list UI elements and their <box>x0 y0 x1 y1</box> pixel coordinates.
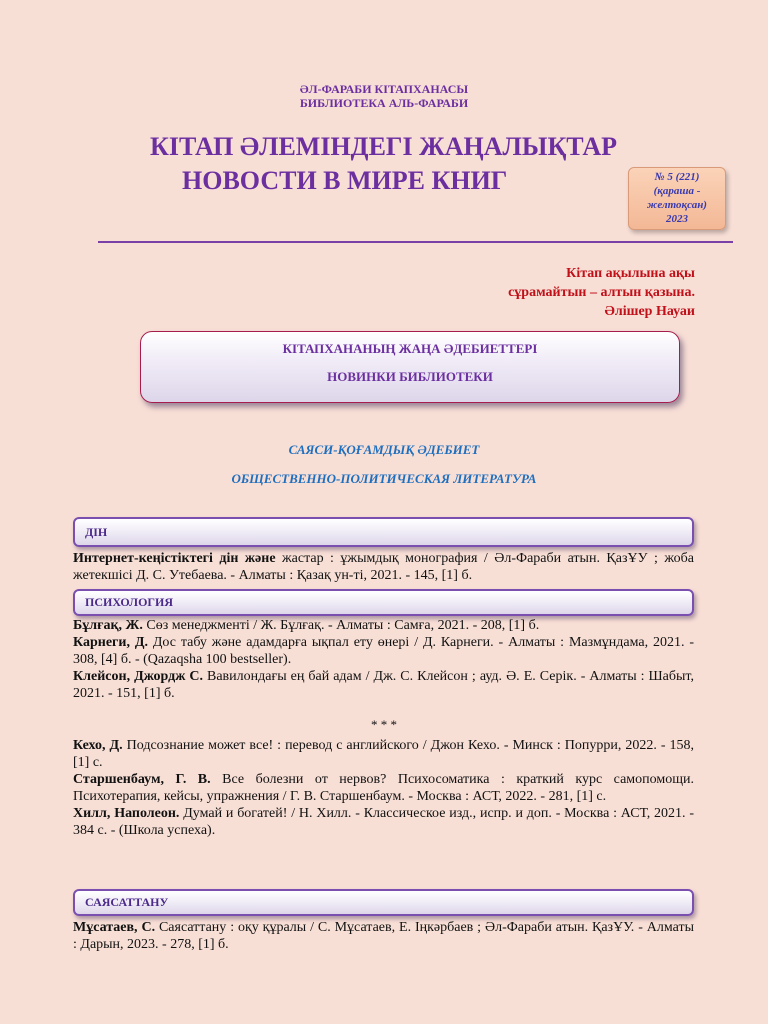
quote-line-2: сұрамайтын – алтын қазына. <box>508 285 695 300</box>
issue-months-1: (қараша - <box>653 185 701 197</box>
header-divider <box>98 241 733 243</box>
list-item: Клейсон, Джордж С. Вавилондағы ең бай адам / Дж. С. Клейсон ; ауд. Ә. Е. Серік. - Алматы : Шабыт, 2021. - 151, [1] б. <box>73 669 694 701</box>
library-name-kz: ӘЛ-ФАРАБИ КІТАПХАНАСЫ <box>299 82 469 96</box>
politics-entries <box>73 919 694 953</box>
list-item: Карнеги, Д. Дос табу және адамдарға ықпал ету өнері / Д. Карнеги. - Алматы : Мазмұндама, 2021. - 308, [4] б. - (Qazaqsha 100 bestseller). <box>73 635 695 667</box>
list-item: Мұсатаев, С. Саясаттану : оқу құралы / С. Мұсатаев, Е. Іңкәрбаев ; Әл-Фараби атын. ҚазҰУ. - Алматы : Дарын, 2023. - 278, [1] б. <box>73 920 694 952</box>
section-header-religion <box>73 517 694 547</box>
subject-heading-kz: САЯСИ-ҚОҒАМДЫҚ ӘДЕБИЕТ <box>288 442 480 457</box>
section-title-politics: САЯСАТТАНУ <box>85 895 169 909</box>
epigraph-quote <box>508 264 695 321</box>
list-item: Старшенбаум, Г. В. Все болезни от нервов? Психосоматика : краткий курс самопомощи. Психотерапия, кейсы, упражнения / Г. В. Старшенбаум. - Москва : АСТ, 2022. - 281, [1] с. <box>73 772 694 804</box>
psychology-entries-kz <box>73 617 694 702</box>
section-title-religion: ДІН <box>85 525 108 539</box>
issue-year: 2023 <box>666 213 688 225</box>
issue-badge <box>628 167 726 230</box>
psychology-entries-ru <box>73 737 694 839</box>
quote-author: Әлішер Науаи <box>604 304 695 319</box>
issue-months-2: желтоқсан) <box>647 199 707 211</box>
new-books-kz: КІТАПХАНАНЫҢ ЖАҢА ӘДЕБИЕТТЕРІ <box>282 341 538 356</box>
section-title-psychology: ПСИХОЛОГИЯ <box>85 595 174 609</box>
new-books-ru: НОВИНКИ БИБЛИОТЕКИ <box>327 369 493 384</box>
subject-heading-ru: ОБЩЕСТВЕННО-ПОЛИТИЧЕСКАЯ ЛИТЕРАТУРА <box>231 471 537 486</box>
section-header-politics <box>73 889 694 916</box>
new-books-banner <box>140 331 680 403</box>
list-item: Кехо, Д. Подсознание может все! : перевод с английского / Джон Кехо. - Минск : Попурри, 2022. - 158, [1] с. <box>73 738 694 770</box>
quote-line-1: Кітап ақылына ақы <box>566 266 695 281</box>
religion-entries <box>73 550 694 584</box>
section-header-psychology <box>73 589 694 616</box>
section-separator: * * * <box>371 717 397 732</box>
list-item: Хилл, Наполеон. Думай и богатей! / Н. Хилл. - Классическое изд., испр. и доп. - Москва : АСТ, 2021. - 384 с. - (Школа успеха). <box>73 806 694 838</box>
page-title-ru: НОВОСТИ В МИРЕ КНИГ <box>182 166 508 195</box>
issue-number: № 5 (221) <box>654 171 700 183</box>
list-item: Интернет-кеңістіктегі дін және жастар : ұжымдық монография / Әл-Фараби атын. ҚазҰУ ; жоба жетекшісі Д. С. Утебаева. - Алматы : Қазақ ун-ті, 2021. - 145, [1] б. <box>73 551 694 583</box>
library-name-ru: БИБЛИОТЕКА АЛЬ-ФАРАБИ <box>299 96 469 110</box>
list-item: Бұлғақ, Ж. Сөз менеджменті / Ж. Бұлғақ. - Алматы : Самға, 2021. - 208, [1] б. <box>73 618 540 633</box>
page-title-kz: КІТАП ӘЛЕМІНДЕГІ ЖАҢАЛЫҚТАР <box>150 132 618 161</box>
